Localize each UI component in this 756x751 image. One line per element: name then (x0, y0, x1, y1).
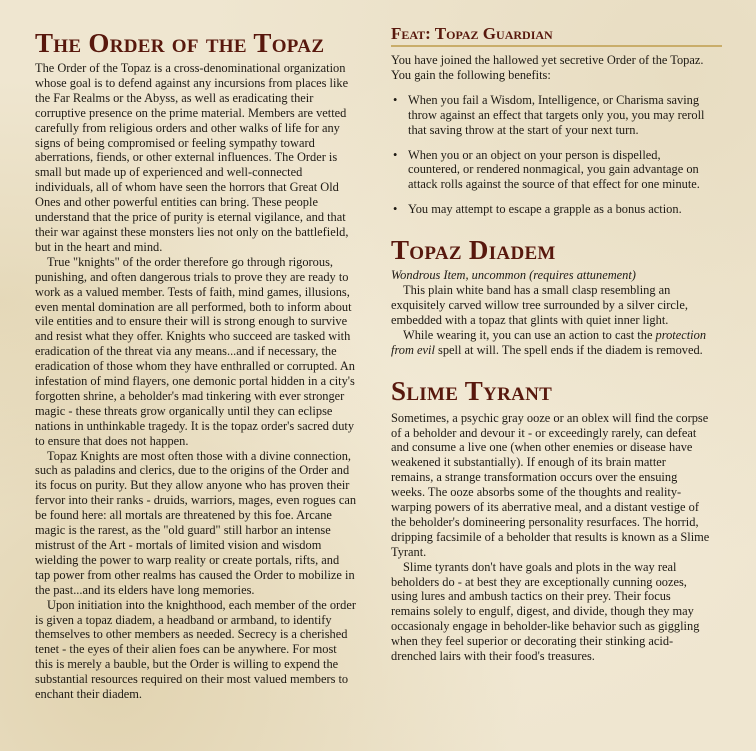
slime-tyrant-paragraph-2: Slime tyrants don't have goals and plots in the way real beholders do - at best they are exceptionally cunning oozes, using lures and ambush tactics on their prey. Their focus remains solely to engulf, digest, and divide, though they may occasionaly engage in beholder-like behavior such as giggling when they feel superior or decorating their stinking acid-drenched lairs with their food's treasures. (391, 559, 700, 664)
feat-benefits-list (391, 93, 711, 217)
diadem-usage: While wearing it, you can use an action to cast the protection from evil spell at will. The spell ends if the diadem is removed. (391, 327, 707, 357)
diadem-title: Topaz Diadem (391, 235, 556, 266)
order-paragraph-1: The Order of the Topaz is a cross-denominational organization whose goal is to defend against any incursions from places like the Far Realms or the Abyss, as well as eradicating their corruptive presence on the prime material. Members are vetted carefully from religious orders and other walks of life for any signs of being compromised or feeling sympathy toward aberrations, fiends, or other external influences. The Order is small but made up of experienced and well-connected individuals, all of whom have seen the horrors that Great Old Ones and other powerful entities can bring. These people understand that the price of purity is eternal vigilance, and that their war against these monsters lies not only on the battlefield, but in the heart and mind. (35, 61, 349, 254)
right-column (391, 0, 711, 664)
feat-benefit: • When you fail a Wisdom, Intelligence, or Charisma saving throw against an effect that targets only you, you may reroll that saving throw at the start of your next turn. (393, 92, 705, 137)
slime-tyrant-section (391, 375, 711, 664)
left-column (35, 0, 357, 702)
bullet-icon: • (393, 92, 398, 107)
order-paragraph-2: True "knights" of the order therefore go through rigorous, punishing, and often dangerous trials to prove they are ready to work as a valued member. Tests of faith, mind games, illusions, even mental domination are all performed, both to inform about vile entities and to ensure their will is strong enough to survive and resist what they offer. Knights who succeed are tasked with eradication of the threat via any means...and if necessary, the eradication of those whom they have enthralled or corrupted. An infestation of mind flayers, one demonic portal hidden in a city's forgotten shrine, a beholder's mad tinkering with ever stronger magic - these threats grow organically until they can eclipse nations in unthinkable tragedy. It is the topaz order's sacred duty to ensure that does not happen. (35, 254, 355, 448)
diadem-subtitle: Wondrous Item, uncommon (requires attunement) (391, 268, 636, 283)
slime-tyrant-paragraph-1: Sometimes, a psychic gray ooze or an oblex will find the corpse of a beholder and devour it - or exceedingly rarely, can defeat and consume a live one (when other enemies or disease have weakened it substantially). If enough of its brain matter remains, a strange transformation occurs over the ensuing weeks. The ooze absorbs some of the thoughts and reality-warping powers of its aberrative meal, and a distant vestige of the beholder's domineering personality resurfaces. The horrid, dripping facsimile of a beholder that results is known as a Slime Tyrant. (391, 410, 710, 559)
feat-title: Feat: Topaz Guardian (391, 25, 722, 47)
bullet-icon: • (393, 202, 398, 217)
diadem-section (391, 237, 711, 357)
feat-section (391, 25, 711, 217)
feat-intro: You have joined the hallowed yet secretive Order of the Topaz. You gain the following benefits: (391, 53, 704, 82)
bullet-icon: • (393, 147, 398, 162)
feat-benefit: • You may attempt to escape a grapple as a bonus action. (393, 202, 682, 217)
diadem-description: This plain white band has a small clasp resembling an exquisitely carved willow tree surrounded by a silver circle, embedded with a topaz that glints with quiet inner light. (391, 283, 688, 327)
order-paragraph-4: Upon initiation into the knighthood, each member of the order is given a topaz diadem, a headband or armband, to identify themselves to other members as needed. Secrecy is a cherished tenet - the eyes of their alien foes can be anywhere. For most this is merely a bauble, but the Order is willing to expend the substantial resources required on their most valued members to enchant their diadem. (35, 597, 357, 702)
slime-tyrant-title: Slime Tyrant (391, 375, 553, 406)
order-paragraph-3: Topaz Knights are most often those with a divine connection, such as paladins and clerics, due to the origins of the Order and its focus on purity. But they allow anyone who has proven their fervor into their ranks - druids, warriors, mages, even rogues can be found here: all mortals are threatened by this foe. Arcane magic is the rarest, as the "old guard" still harbor an intense mistrust of the Art - mortals of limited vision and wisdom wielding the power to warp reality or create portals, rifts, and tap power from other realms has caused the Order to mobilize in the past...and its elders have long memories. (35, 448, 357, 597)
order-of-topaz-body (35, 61, 357, 702)
feat-benefit: • When you or an object on your person is dispelled, countered, or rendered nonmagical, you gain advantage on attack rolls against the source of that effect for one minute. (393, 147, 700, 192)
order-of-topaz-title: The Order of the Topaz (35, 28, 325, 58)
spell-name: protection from evil (391, 327, 707, 357)
